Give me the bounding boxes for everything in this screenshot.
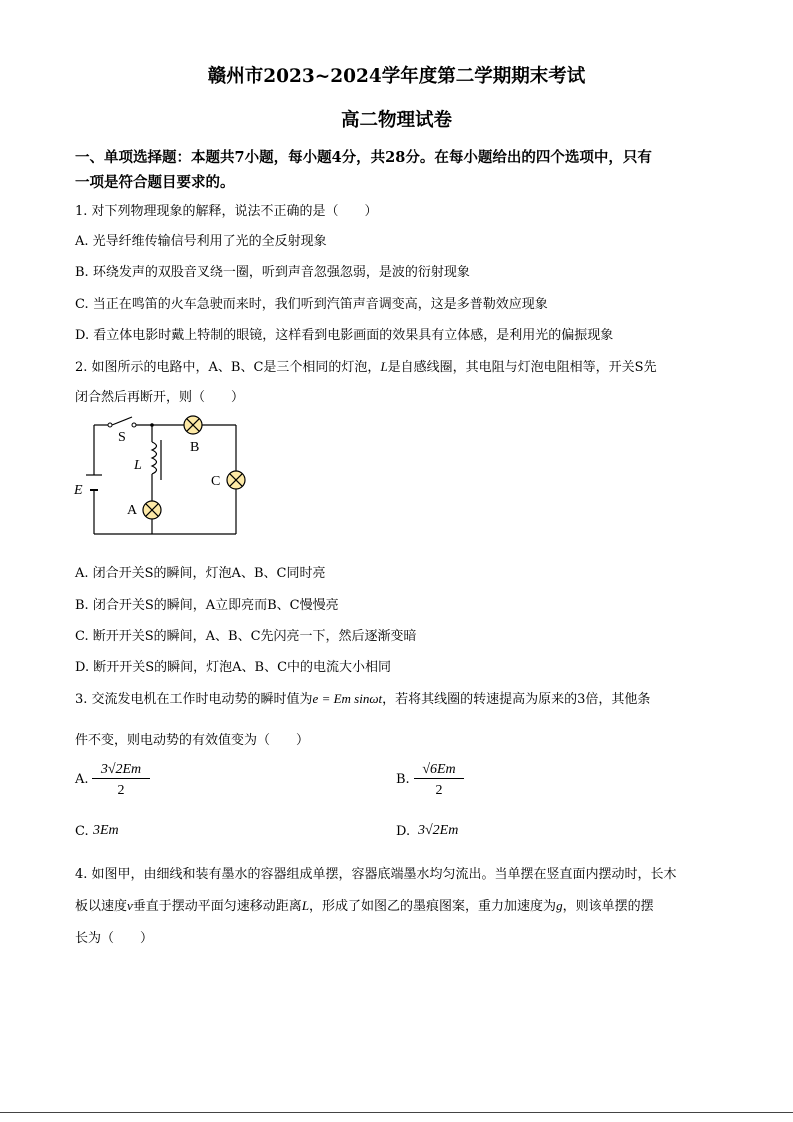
label-lamp-b: B <box>190 440 200 455</box>
page-subtitle: 高二物理试卷 <box>340 110 452 131</box>
page-bottom-rule <box>0 1112 793 1113</box>
q2-stem-line2: 闭合然后再断开，则（ ） <box>75 390 245 405</box>
q2-stem-line1: 2. 如图所示的电路中，A、B、C是三个相同的灯泡，L是自感线圈，其电阻与灯泡电阻相等，开关S先 <box>75 359 657 375</box>
section-heading-line2: 一项是符合题目要求的。 <box>75 174 235 191</box>
q3-option-a-label: A. <box>75 772 89 787</box>
q3-option-b-label: B. <box>396 772 410 787</box>
junction-dot <box>150 423 154 427</box>
lamp-a-icon <box>143 501 161 519</box>
q1-option-a: A. 光导纤维传输信号利用了光的全反射现象 <box>75 234 327 249</box>
q3-option-b-fraction: √6Em 2 <box>414 762 464 799</box>
label-lamp-c: C <box>211 474 221 489</box>
q1-option-c: C. 当正在鸣笛的火车急驶而来时，我们听到汽笛声音调变高，这是多普勒效应现象 <box>75 297 548 312</box>
q3-option-d-value: 3√2Em <box>418 823 459 838</box>
inductor-coil <box>152 442 157 474</box>
q1-option-b: B. 环绕发声的双股音叉绕一圈，听到声音忽强忽弱，是波的衍射现象 <box>75 265 470 280</box>
label-source: E <box>74 483 83 498</box>
label-lamp-a: A <box>127 503 138 518</box>
q2-option-d: D. 断开开关S的瞬间，灯泡A、B、C中的电流大小相同 <box>75 660 392 675</box>
q3-option-a-fraction: 3√2Em 2 <box>92 762 150 799</box>
fraction-bar <box>414 778 464 779</box>
q3-option-d-label: D. <box>396 824 411 839</box>
q2-option-c: C. 断开开关S的瞬间，A、B、C先闪亮一下，然后逐渐变暗 <box>75 629 417 644</box>
q1-option-d: D. 看立体电影时戴上特制的眼镜，这样看到电影画面的效果具有立体感，是利用光的偏振现象 <box>75 328 614 343</box>
fraction-bar <box>92 778 150 779</box>
switch-blade <box>112 417 132 425</box>
q3-stem-line1: 3. 交流发电机在工作时电动势的瞬时值为e = Em sinωt，若将其线圈的转速提高为原来的3倍，其他条 <box>75 691 651 707</box>
q3-option-c-label: C. <box>75 824 89 839</box>
switch-contact-right <box>132 423 136 427</box>
q3-stem-line2: 件不变，则电动势的有效值变为（ ） <box>75 733 310 748</box>
q3-formula: e = Em sinωt <box>312 691 383 706</box>
q4-stem-line1: 4. 如图甲，由细线和装有墨水的容器组成单摆，容器底端墨水均匀流出。当单摆在竖直面内摆动时，长木 <box>75 867 677 882</box>
circuit-diagram <box>70 410 260 545</box>
q4-stem-line2: 板以速度v垂直于摆动平面匀速移动距离L，形成了如图乙的墨痕图案，重力加速度为g，则该单摆的摆 <box>75 898 654 914</box>
section-heading-line1: 一、单项选择题：本题共7小题，每小题4分，共28分。在每小题给出的四个选项中，只有 <box>75 149 652 166</box>
lamp-c-icon <box>227 471 245 489</box>
lamp-b-icon <box>184 416 202 434</box>
switch-contact-left <box>108 423 112 427</box>
q3-option-c-value: 3Em <box>93 823 119 838</box>
q2-option-b: B. 闭合开关S的瞬间，A立即亮而B、C慢慢亮 <box>75 598 339 613</box>
q2-option-a: A. 闭合开关S的瞬间，灯泡A、B、C同时亮 <box>75 566 326 581</box>
label-inductor: L <box>134 458 142 473</box>
label-switch: S <box>118 430 126 445</box>
q4-stem-line3: 长为（ ） <box>75 931 154 946</box>
q1-stem: 1. 对下列物理现象的解释，说法不正确的是（ ） <box>75 204 378 219</box>
page-title: 赣州市2023~2024学年度第二学期期末考试 <box>207 66 586 87</box>
